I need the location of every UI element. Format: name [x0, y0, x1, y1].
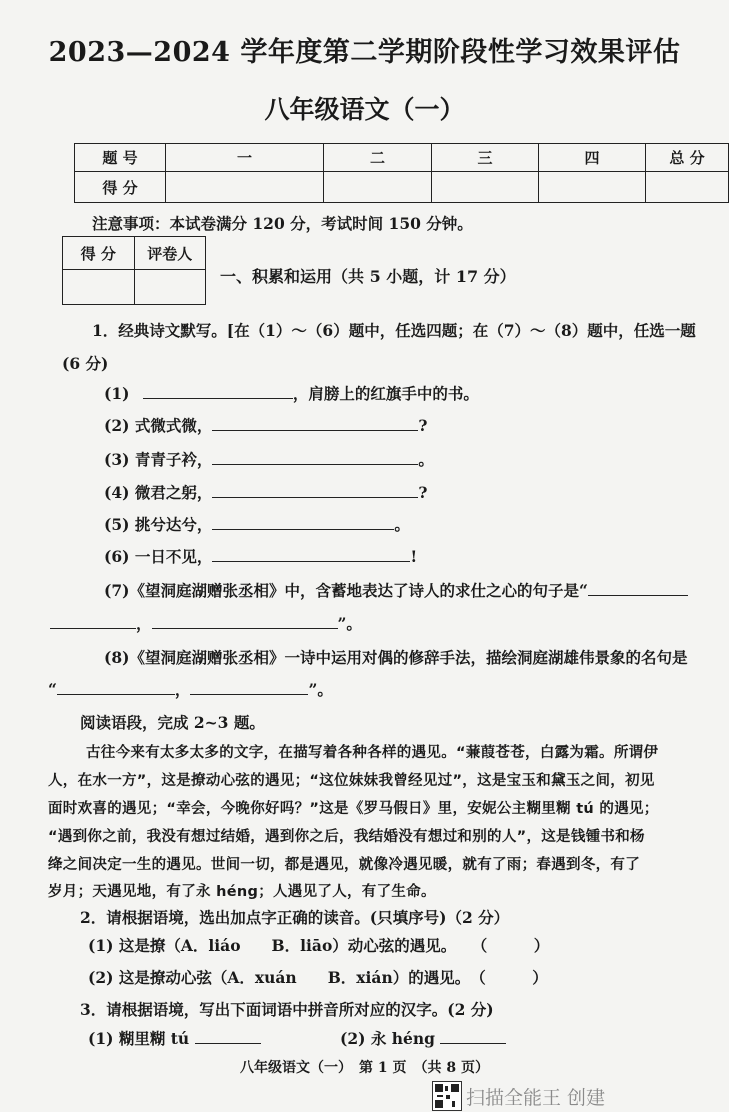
score-table-header: 题 号 [75, 144, 166, 172]
grader-label: 评卷人 [134, 237, 206, 270]
score-cell [324, 172, 432, 203]
item-text: 微君之躬， [134, 483, 213, 502]
answer-blank[interactable] [57, 679, 175, 696]
q1-points: (6 分) [62, 354, 109, 373]
item-text: ”。 [337, 614, 362, 633]
q3-item-1 [88, 1027, 261, 1049]
item-number: (3) [104, 450, 130, 469]
passage-line: 绛之间决定一生的遇见。世间一切，都是遇见，就像冷遇见暖，就有了雨；春遇到冬，有了 [48, 857, 640, 873]
page-footer: 八年级语文（一） 第 1 页 （共 8 页） [240, 1060, 489, 1076]
grader-table [62, 236, 206, 305]
passage-line: “遇到你之前，我没有想过结婚，遇到你之后，我结婚没有想过和别的人”，这是钱锺书和杨 [48, 829, 645, 845]
q2-item-2: (2) 这是撩动心弦（A．xuán B．xián）的遇见。 （ ） [88, 968, 548, 987]
item-text: (7)《望洞庭湖赠张丞相》中，含蓄地表达了诗人的求仕之心的句子是“ [104, 581, 588, 600]
answer-blank[interactable] [440, 1028, 506, 1045]
item-text: 挑兮达兮， [134, 515, 213, 534]
item-text: ，肩膀上的红旗手中的书。 [292, 384, 479, 403]
item-text: ， [136, 614, 152, 633]
answer-blank[interactable] [195, 1028, 261, 1045]
grader-score-label: 得 分 [63, 237, 135, 270]
item-text: ? [418, 483, 428, 502]
q1-item-8-line2 [48, 678, 333, 700]
score-table [74, 143, 729, 203]
item-text: 一日不见， [134, 547, 213, 566]
item-text: ! [410, 547, 418, 566]
q1-item-7-line2 [50, 612, 362, 634]
score-table-header: 总 分 [646, 144, 729, 172]
answer-blank[interactable] [50, 613, 136, 630]
passage-line: 岁月；天遇见地，有了永 héng；人遇见了人，有了生命。 [48, 884, 436, 900]
passage-line: 古往今来有太多太多的文字，在描写着各种各样的遇见。“蒹葭苍苍，白露为霜。所谓伊 [86, 745, 659, 761]
answer-blank[interactable] [212, 482, 418, 499]
item-number: (4) [104, 483, 130, 502]
item-text: 式微式微， [134, 416, 213, 435]
item-text: ? [418, 416, 428, 435]
q2-stem: 2．请根据语境，选出加点字正确的读音。(只填序号)（2 分） [80, 908, 510, 927]
item-text: (2) 永 héng [340, 1029, 435, 1048]
q1-item-1 [104, 382, 479, 404]
passage-line: 面时欢喜的遇见；“幸会，今晚你好吗？”这是《罗马假日》里，安妮公主糊里糊 tú 的遇见； [48, 801, 659, 817]
score-cell [166, 172, 324, 203]
passage-line: 人，在水一方”，这是撩动心弦的遇见；“这位妹妹我曾经见过”，这是宝玉和黛玉之间，初见 [48, 773, 655, 789]
answer-blank[interactable] [190, 679, 308, 696]
score-table-header: 四 [539, 144, 646, 172]
exam-subtitle: 八年级语文（一） [264, 95, 465, 124]
item-text: 青青子衿， [134, 450, 213, 469]
item-number: (6) [104, 547, 130, 566]
answer-blank[interactable] [212, 546, 410, 563]
item-number: (1) [104, 384, 130, 403]
grader-score-cell [63, 270, 135, 305]
q3-stem: 3．请根据语境，写出下面词语中拼音所对应的汉字。(2 分) [80, 1000, 494, 1019]
item-text: ， [174, 680, 191, 699]
answer-blank[interactable] [212, 514, 394, 531]
q2-item-1: (1) 这是撩（A．liáo B．liāo）动心弦的遇见。 （ ） [88, 936, 550, 955]
notice: 注意事项：本试卷满分 120 分，考试时间 150 分钟。 [92, 214, 473, 233]
score-table-header: 一 [166, 144, 324, 172]
section-heading: 一、积累和运用（共 5 小题，计 17 分） [220, 267, 516, 286]
q1-item-5 [104, 513, 410, 535]
q1-item-8: (8)《望洞庭湖赠张丞相》一诗中运用对偶的修辞手法，描绘洞庭湖雄伟景象的名句是 [104, 648, 688, 667]
q1-item-2 [104, 414, 427, 436]
score-cell [539, 172, 646, 203]
answer-blank[interactable] [152, 613, 338, 630]
qr-code-icon [432, 1081, 462, 1111]
score-cell [432, 172, 539, 203]
score-table-header: 二 [324, 144, 432, 172]
q1-item-3 [104, 448, 434, 470]
q1-item-6 [104, 545, 417, 567]
answer-blank[interactable] [143, 383, 293, 400]
reading-intro: 阅读语段，完成 2~3 题。 [80, 713, 265, 732]
scanner-watermark: 扫描全能王 创建 [466, 1087, 606, 1109]
item-number: (5) [104, 515, 130, 534]
score-row-label: 得 分 [75, 172, 166, 203]
score-cell [646, 172, 729, 203]
exam-title: 2023—2024 学年度第二学期阶段性学习效果评估 [48, 37, 681, 68]
score-table-header: 三 [432, 144, 539, 172]
q3-item-2 [340, 1027, 506, 1049]
item-text: ”。 [308, 680, 333, 699]
grader-name-cell [134, 270, 206, 305]
item-text: 。 [394, 515, 410, 534]
q1-item-7 [104, 579, 688, 601]
answer-blank[interactable] [588, 580, 688, 597]
item-text: (1) 糊里糊 tú [88, 1029, 190, 1048]
item-text: “ [48, 680, 57, 699]
item-text: 。 [418, 450, 434, 469]
q1-intro: 1．经典诗文默写。[在（1）～（6）题中，任选四题；在（7）～（8）题中，任选一题 [92, 321, 696, 340]
item-number: (2) [104, 416, 130, 435]
answer-blank[interactable] [212, 449, 418, 466]
answer-blank[interactable] [212, 415, 418, 432]
q1-item-4 [104, 481, 427, 503]
